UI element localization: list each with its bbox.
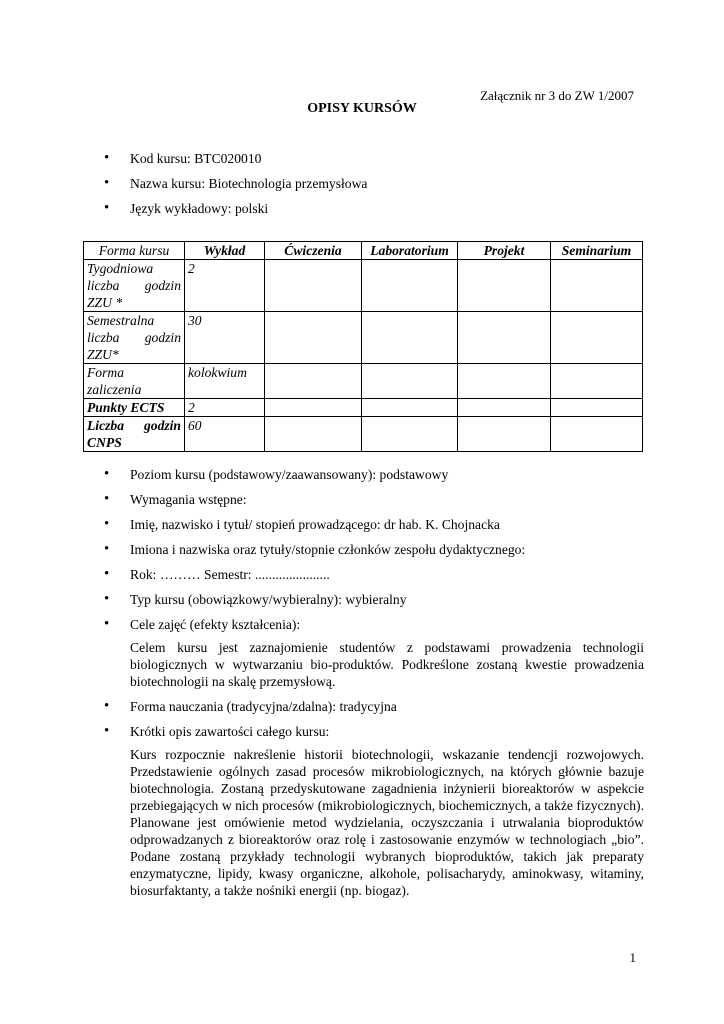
table-cell: 2 — [185, 399, 265, 417]
row-label: Punkty ECTS — [84, 399, 185, 417]
course-name: • Nazwa kursu: Biotechnologia przemysłowa — [104, 175, 644, 200]
row-label: Forma zaliczenia — [84, 364, 185, 399]
table-cell: kolokwium — [185, 364, 265, 399]
table-cell — [265, 364, 362, 399]
summary-text: Kurs rozpocznie nakreślenie historii biotechnologii, wskazanie tendencji rozwojowych. Przedstawienie ogólnych zasad procesów mikrobiologicznych, na których głównie bazuje biotechnologia. Zostaną przedyskutowane zagadnienia inżynierii bioreaktorów w aspekcie przebiegających w nich procesów (mikrobiologicznych, biochemicznych, a także fizycznych). Planowane jest omówienie metod wydzielania, oczyszczania i utrwalania bioproduktów odprowadzanych z bioreaktorów oraz rolę i zastosowanie enzymów w technologiach „bio”. Podane zostaną przykłady technologii wybranych bioproduktów, takich jak preparaty enzymatyczne, lipidy, kwasy organiczne, alkohole, polisacharydy, aminokwasy, witaminy, biosurfaktanty, a także nośniki energii (np. biogaz). — [130, 747, 644, 898]
goals-label: Cele zajęć (efekty kształcenia): — [130, 617, 301, 632]
table-cell — [362, 260, 458, 312]
course-info-list — [104, 150, 644, 225]
table-cell — [362, 399, 458, 417]
course-details-list — [104, 466, 644, 907]
table-cell — [265, 260, 362, 312]
course-type: • Typ kursu (obowiązkowy/wybieralny): wybieralny — [104, 591, 644, 608]
course-level: • Poziom kursu (podstawowy/zaawansowany): podstawowy — [104, 466, 644, 483]
prerequisites: • Wymagania wstępne: — [104, 491, 644, 508]
table-header: Laboratorium — [362, 242, 458, 260]
table-row — [84, 417, 643, 452]
table-row — [84, 364, 643, 399]
summary-label: Krótki opis zawartości całego kursu: — [130, 724, 330, 739]
table-header-row — [84, 242, 643, 260]
page-title: OPISY KURSÓW — [307, 101, 417, 116]
table-cell — [265, 399, 362, 417]
table-header: Seminarium — [551, 242, 643, 260]
year-semester: • Rok: ……… Semestr: ...................... — [104, 566, 644, 583]
table-header: Projekt — [458, 242, 551, 260]
course-language: • Język wykładowy: polski — [104, 200, 644, 225]
table-row — [84, 260, 643, 312]
table-cell — [551, 312, 643, 364]
table-cell — [551, 417, 643, 452]
table-cell: 60 — [185, 417, 265, 452]
teaching-form: • Forma nauczania (tradycyjna/zdalna): tradycyjna — [104, 698, 644, 715]
table-cell — [551, 399, 643, 417]
teaching-team: • Imiona i nazwiska oraz tytuły/stopnie członków zespołu dydaktycznego: — [104, 541, 644, 558]
course-summary — [104, 723, 644, 899]
attachment-note: Załącznik nr 3 do ZW 1/2007 — [480, 88, 634, 103]
table-cell — [265, 312, 362, 364]
table-cell — [362, 417, 458, 452]
table-cell — [458, 312, 551, 364]
table-header: Wykład — [185, 242, 265, 260]
table-header: Ćwiczenia — [265, 242, 362, 260]
table-cell — [458, 364, 551, 399]
course-goals — [104, 616, 644, 690]
row-label: Tygodniowa liczba godzin ZZU * — [84, 260, 185, 312]
row-label: Liczba godzin CNPS — [84, 417, 185, 452]
course-form-table — [83, 241, 643, 452]
table-cell: 2 — [185, 260, 265, 312]
course-code: • Kod kursu: BTC020010 — [104, 150, 644, 175]
table-cell — [551, 364, 643, 399]
table-row — [84, 399, 643, 417]
table-row — [84, 312, 643, 364]
table-cell — [362, 312, 458, 364]
lecturer: • Imię, nazwisko i tytuł/ stopień prowadzącego: dr hab. K. Chojnacka — [104, 516, 644, 533]
table-cell — [458, 260, 551, 312]
table-cell: 30 — [185, 312, 265, 364]
row-label: Semestralna liczba godzin ZZU* — [84, 312, 185, 364]
table-cell — [458, 399, 551, 417]
table-cell — [551, 260, 643, 312]
goals-text: Celem kursu jest zaznajomienie studentów z podstawami prowadzenia technologii biologicznych w wytwarzaniu bio-produktów. Podkreślone zostaną kwestie prowadzenia biotechnologii na skalę przemysłową. — [130, 640, 644, 689]
page-number: 1 — [629, 950, 636, 965]
table-cell — [458, 417, 551, 452]
table-cell — [265, 417, 362, 452]
table-cell — [362, 364, 458, 399]
table-header: Forma kursu — [84, 242, 185, 260]
